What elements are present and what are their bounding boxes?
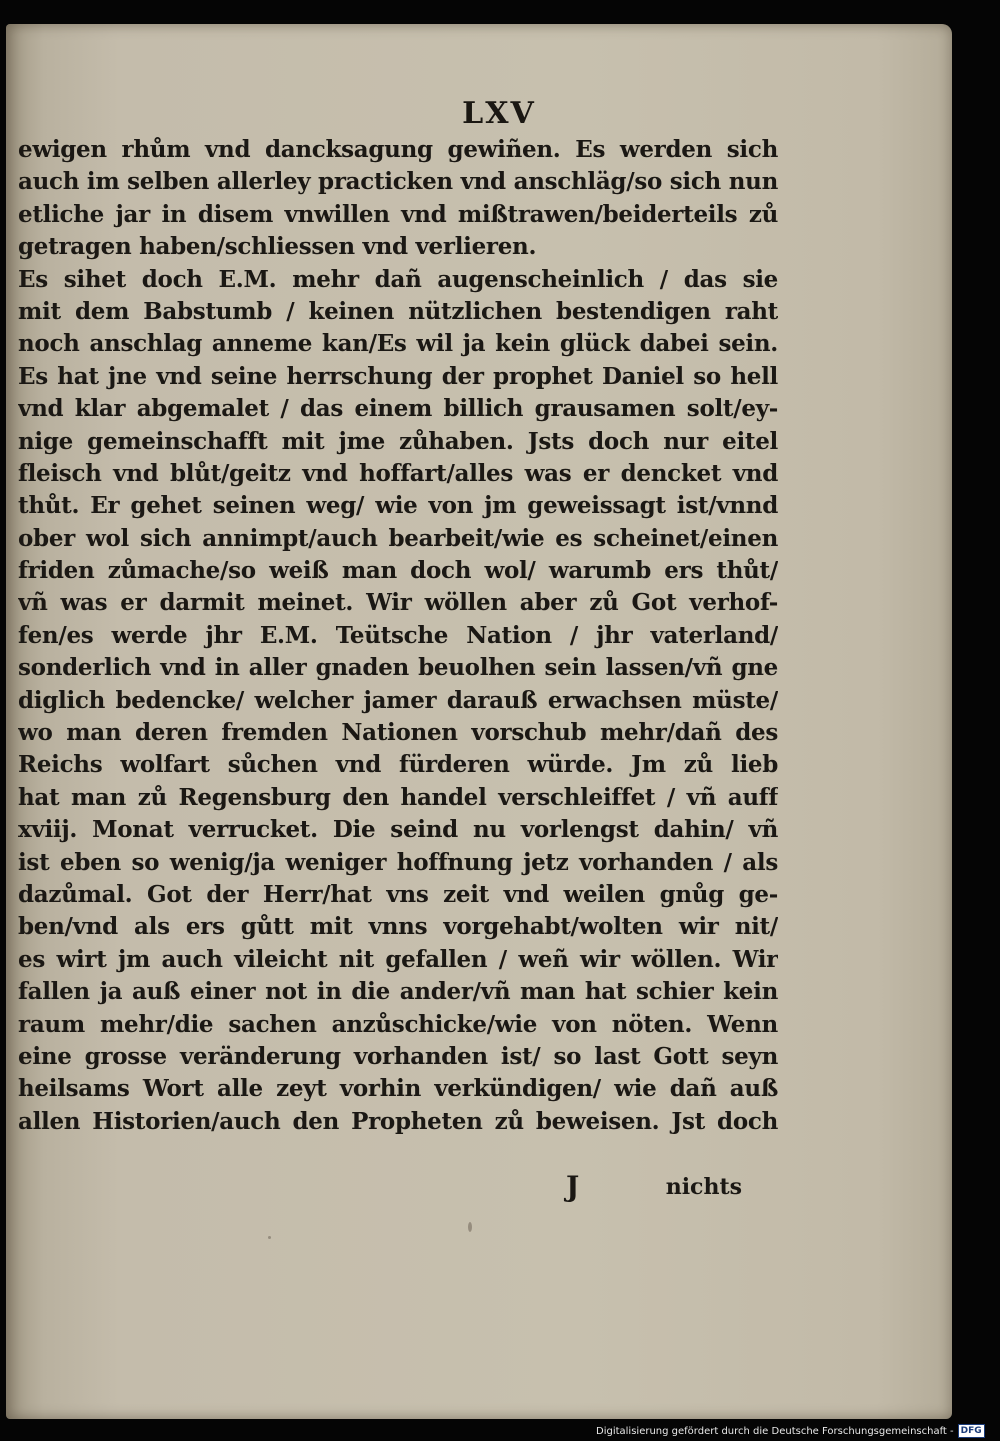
text-line: friden zůmache/so weiß man doch wol/ warumb ers thůt/ bbox=[18, 557, 778, 585]
text-line: nige gemeinschafft mit jme zůhaben. Jsts doch nur eitel bbox=[18, 427, 778, 455]
text-line: etliche jar in disem vnwillen vnd mißtrawen/beiderteils zů bbox=[18, 200, 778, 228]
folio-number: LXV bbox=[462, 96, 536, 131]
text-line: ober wol sich annimpt/auch bearbeit/wie es scheinet/einen bbox=[18, 524, 778, 552]
credit-bar bbox=[596, 1424, 985, 1438]
text-line: Es sihet doch E.M. mehr dañ augenscheinlich / das sie bbox=[18, 265, 778, 293]
text-line: eine grosse veränderung vorhanden ist/ so last Gott seyn bbox=[18, 1042, 778, 1070]
text-line: hat man zů Regensburg den handel verschleiffet / vñ auff bbox=[18, 783, 778, 811]
dfg-logo: DFG bbox=[958, 1424, 985, 1438]
text-line: wo man deren fremden Nationen vorschub mehr/dañ des bbox=[18, 719, 778, 747]
text-line: mit dem Babstumb / keinen nützlichen bestendigen raht bbox=[18, 297, 778, 325]
text-line: es wirt jm auch vileicht nit gefallen / weñ wir wöllen. Wir bbox=[18, 945, 778, 973]
page-footer-marks bbox=[566, 1170, 756, 1206]
text-line: raum mehr/die sachen anzůschicke/wie von nöten. Wenn bbox=[18, 1010, 778, 1038]
text-line: allen Historien/auch den Propheten zů beweisen. Jst doch bbox=[18, 1107, 778, 1135]
body-text bbox=[18, 134, 778, 1138]
text-line: getragen haben/schliessen vnd verlieren. bbox=[18, 233, 537, 261]
text-line: Reichs wolfart sůchen vnd fürderen würde. Jm zů lieb bbox=[18, 751, 778, 779]
text-line: ben/vnd als ers gůtt mit vnns vorgehabt/wolten wir nit/ bbox=[18, 913, 778, 941]
text-line: heilsams Wort alle zeyt vorhin verkündigen/ wie dañ auß bbox=[18, 1075, 778, 1103]
text-line: fen/es werde jhr E.M. Teütsche Nation / jhr vaterland/ bbox=[18, 621, 778, 649]
text-line: thůt. Er gehet seinen weg/ wie von jm geweissagt ist/vnnd bbox=[18, 492, 778, 520]
text-line: ist eben so wenig/ja weniger hoffnung jetz vorhanden / als bbox=[18, 848, 778, 876]
text-line: dazůmal. Got der Herr/hat vns zeit vnd weilen gnůg ge- bbox=[18, 880, 778, 908]
text-line: vnd klar abgemalet / das einem billich grausamen solt/ey- bbox=[18, 395, 778, 423]
text-line: noch anschlag anneme kan/Es wil ja kein glück dabei sein. bbox=[18, 330, 778, 358]
text-line: xviij. Monat verrucket. Die seind nu vorlengst dahin/ vñ bbox=[18, 816, 778, 844]
ink-spot bbox=[468, 1222, 472, 1232]
text-line: fallen ja auß einer not in die ander/vñ man hat schier kein bbox=[18, 978, 778, 1006]
catchword: nichts bbox=[665, 1174, 742, 1200]
text-line: diglich bedencke/ welcher jamer darauß erwachsen müste/ bbox=[18, 686, 778, 714]
book-page bbox=[6, 24, 952, 1419]
text-line: auch im selben allerley practicken vnd anschläg/so sich nun bbox=[18, 168, 778, 196]
funding-credit: Digitalisierung gefördert durch die Deutsche Forschungsgemeinschaft - bbox=[596, 1425, 954, 1437]
text-line: fleisch vnd blůt/geitz vnd hoffart/alles was er dencket vnd bbox=[18, 459, 778, 487]
ink-spot bbox=[268, 1236, 271, 1239]
signature-mark: J bbox=[566, 1170, 580, 1203]
text-line: ewigen rhům vnd dancksagung gewiñen. Es werden sich bbox=[18, 136, 778, 163]
text-line: Es hat jne vnd seine herrschung der prophet Daniel so hell bbox=[18, 362, 778, 390]
text-line: sonderlich vnd in aller gnaden beuolhen sein lassen/vñ gne bbox=[18, 654, 778, 682]
text-line: vñ was er darmit meinet. Wir wöllen aber zů Got verhof- bbox=[18, 589, 778, 617]
